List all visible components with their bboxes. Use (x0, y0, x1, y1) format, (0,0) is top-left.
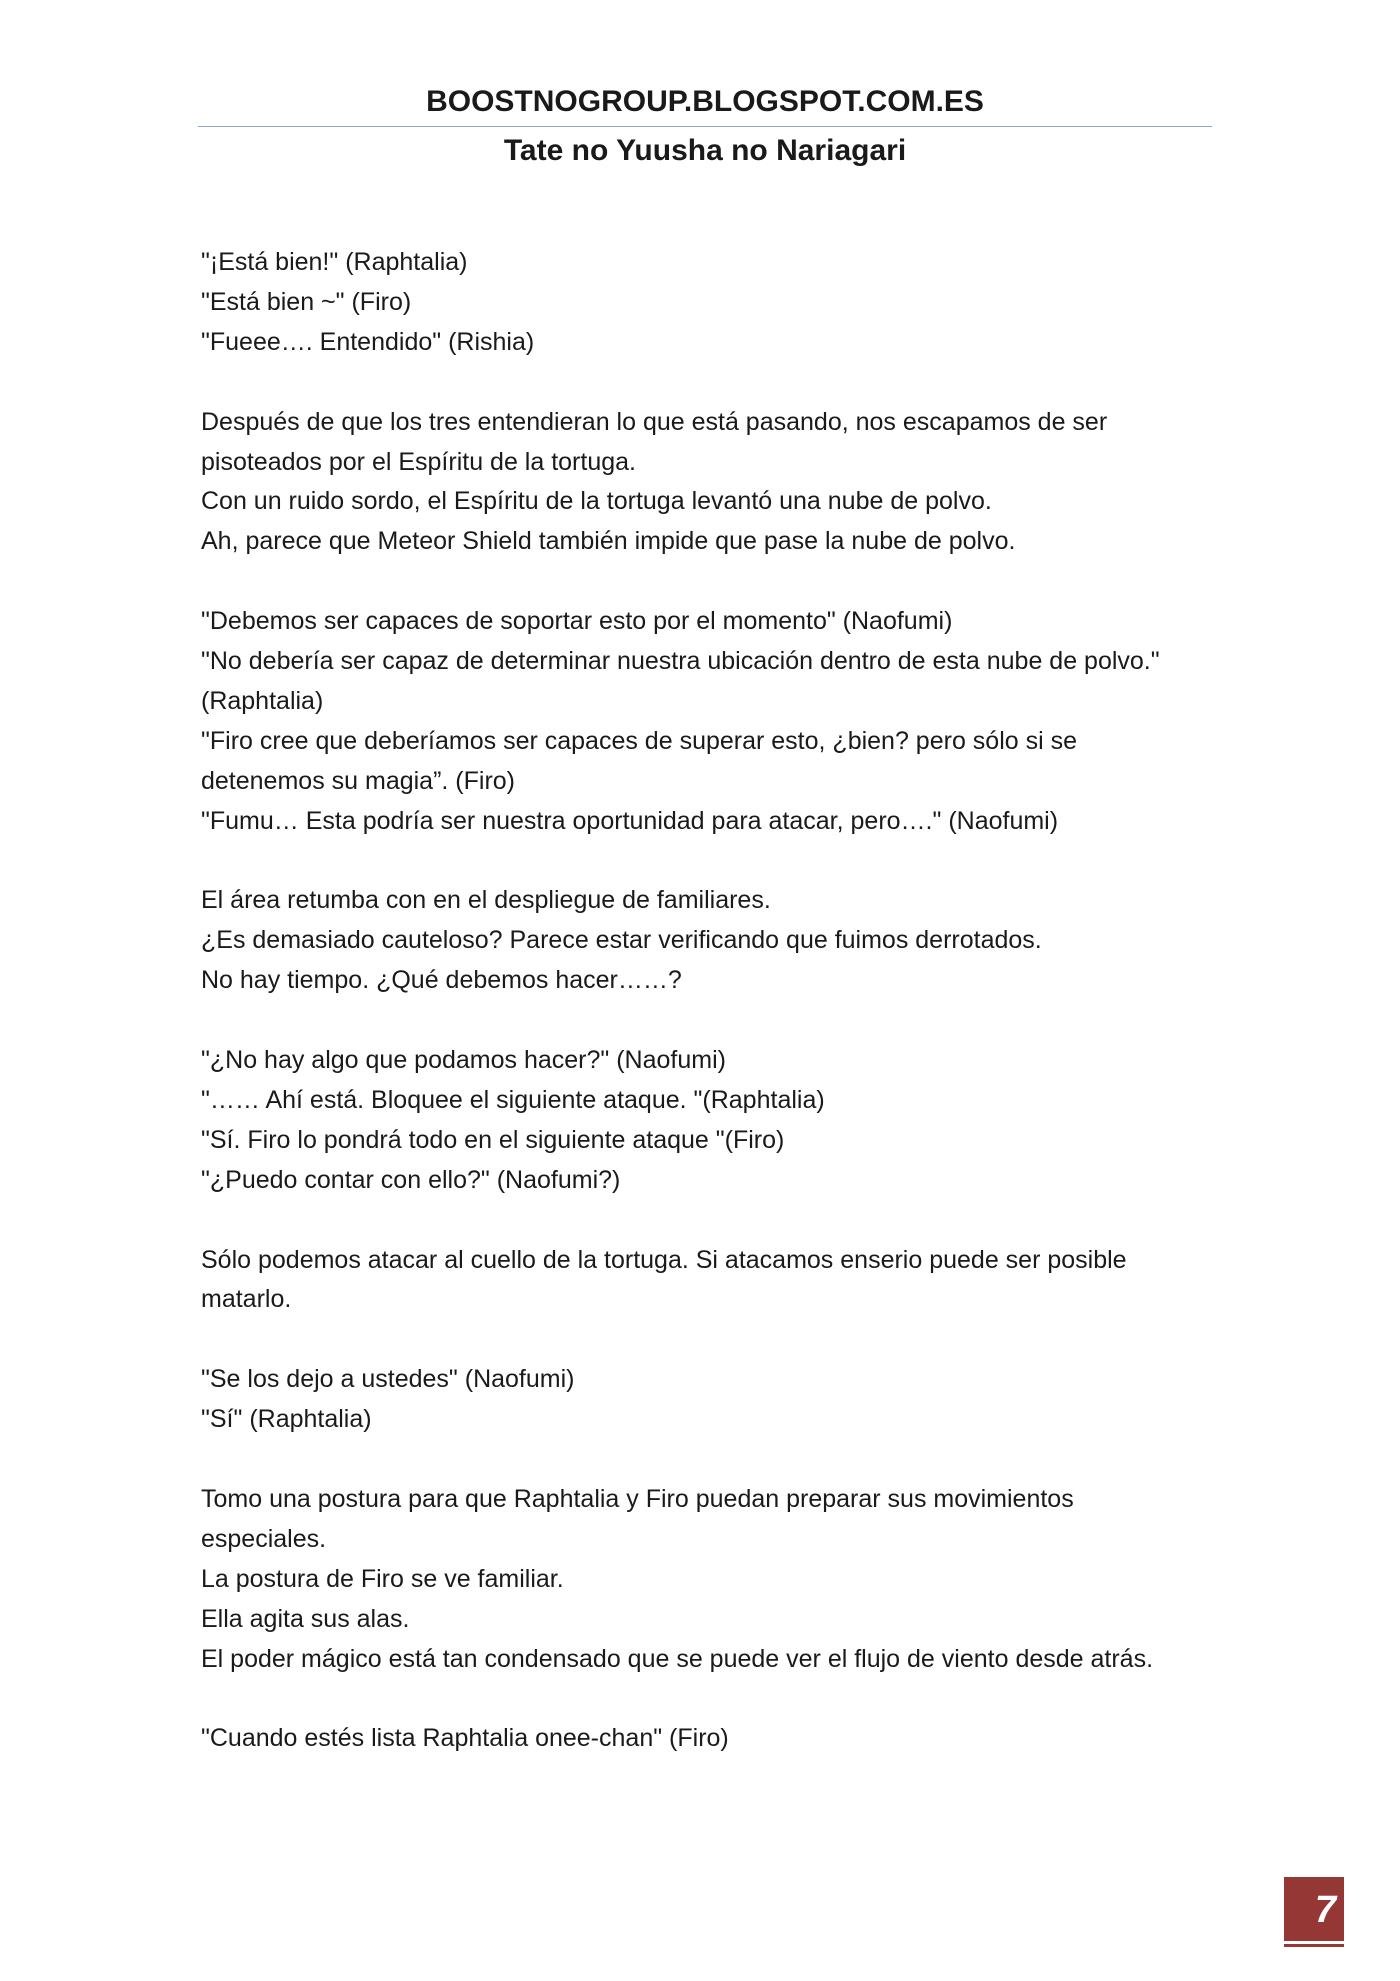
text-line: Con un ruido sordo, el Espíritu de la tortuga levantó una nube de polvo. (201, 487, 992, 516)
page-number: 7 (1314, 1889, 1336, 1931)
text-line: detenemos su magia”. (Firo) (201, 766, 516, 795)
page-number-underline (1284, 1941, 1344, 1944)
text-line: Ah, parece que Meteor Shield también impide que pase la nube de polvo. (201, 527, 1016, 556)
text-line: "Firo cree que deberíamos ser capaces de superar esto, ¿bien? pero sólo si se (201, 726, 1078, 755)
text-line: "Está bien ~" (Firo) (201, 287, 412, 316)
text-line: "Cuando estés lista Raphtalia onee-chan" (Firo) (201, 1724, 729, 1753)
text-line: "Sí. Firo lo pondrá todo en el siguiente ataque "(Firo) (201, 1125, 785, 1154)
text-line: (Raphtalia) (201, 686, 324, 715)
text-line: Tomo una postura para que Raphtalia y Firo puedan preparar sus movimientos (201, 1484, 1074, 1513)
document-body (201, 243, 1221, 1799)
paragraph-9 (201, 1719, 1221, 1759)
page-number-badge (1284, 1877, 1344, 1947)
paragraph-6 (201, 1241, 1221, 1321)
paragraph-4 (201, 881, 1221, 1001)
text-line: Sólo podemos atacar al cuello de la tortuga. Si atacamos enserio puede ser posible (201, 1245, 1127, 1274)
text-line: "No debería ser capaz de determinar nuestra ubicación dentro de esta nube de polvo." (201, 647, 1160, 676)
text-line: "¿No hay algo que podamos hacer?" (Naofumi) (201, 1046, 726, 1075)
text-line: "Sí" (Raphtalia) (201, 1405, 372, 1434)
text-line: Después de que los tres entendieran lo que está pasando, nos escapamos de ser (201, 407, 1108, 436)
text-line: pisoteados por el Espíritu de la tortuga. (201, 447, 636, 476)
paragraph-8 (201, 1480, 1221, 1680)
text-line: El área retumba con en el despliegue de familiares. (201, 886, 771, 915)
text-line: "Debemos ser capaces de soportar esto por el momento" (Naofumi) (201, 607, 953, 636)
text-line: "…… Ahí está. Bloquee el siguiente ataque. "(Raphtalia) (201, 1085, 825, 1114)
paragraph-7 (201, 1360, 1221, 1440)
text-line: "Fueee…. Entendido" (Rishia) (201, 327, 535, 356)
text-line: "Se los dejo a ustedes" (Naofumi) (201, 1365, 575, 1394)
text-line: La postura de Firo se ve familiar. (201, 1564, 564, 1593)
text-line: "¿Puedo contar con ello?" (Naofumi?) (201, 1165, 621, 1194)
text-line: El poder mágico está tan condensado que se puede ver el flujo de viento desde atrás. (201, 1644, 1154, 1673)
paragraph-1 (201, 243, 1221, 363)
paragraph-5 (201, 1041, 1221, 1201)
text-line: Ella agita sus alas. (201, 1604, 410, 1633)
paragraph-2 (201, 403, 1221, 563)
page-header (198, 78, 1212, 175)
text-line: No hay tiempo. ¿Qué debemos hacer……? (201, 966, 682, 995)
text-line: "Fumu… Esta podría ser nuestra oportunidad para atacar, pero…." (Naofumi) (201, 806, 1059, 835)
text-line: ¿Es demasiado cauteloso? Parece estar verificando que fuimos derrotados. (201, 926, 1042, 955)
text-line: matarlo. (201, 1285, 292, 1314)
site-title: BOOSTNOGROUP.BLOGSPOT.COM.ES (426, 85, 984, 118)
text-line: "¡Está bien!" (Raphtalia) (201, 248, 468, 276)
book-title: Tate no Yuusha no Nariagari (503, 134, 907, 167)
text-line: especiales. (201, 1524, 327, 1553)
paragraph-3 (201, 602, 1221, 841)
